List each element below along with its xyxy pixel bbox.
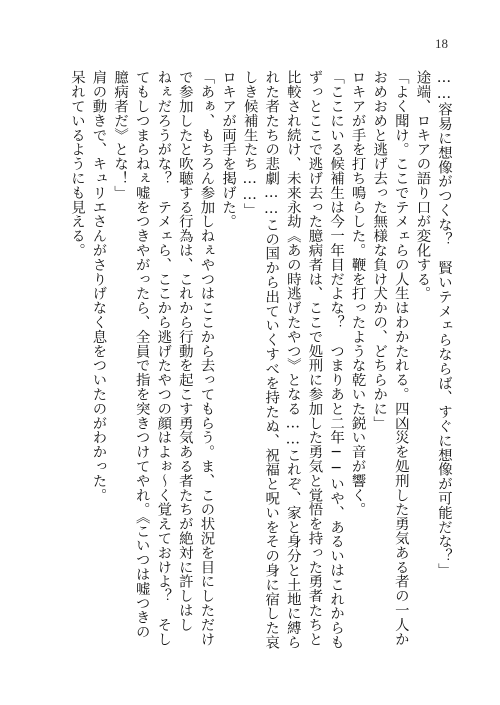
text-line: で参加したと吹聴する行為は、これから行動を起こす勇気ある者たちが絶対に許しはし [176, 70, 193, 632]
text-line: れた者たちの悲劇……この国から出ていくすべを持たぬ、祝福と呪いをその身に宿した哀 [263, 70, 280, 650]
text-line: ロキアが手を打ち鳴らした。鞭を打ったような乾いた鋭い音が響く。 [349, 70, 366, 517]
text-line: 臆病者だ》とな！」 [112, 70, 129, 200]
text-line: 「あぁ、もちろん参加しねぇやつはここから去ってもらう。ま、この状況を目にしただけ [198, 70, 215, 646]
text-line: 比較され続け、未来永劫《あの時逃げたやつ》となる……これぞ、家と身分と土地に縛ら [284, 70, 301, 650]
page-number: 18 [435, 36, 448, 51]
vertical-body-text [65, 70, 454, 670]
text-line: ……容易に想像がつくな？ 賢いテメェらならば、すぐに想像が可能だな？」 [436, 70, 452, 578]
text-line: てもしつまらねぇ嘘をつきやがったら、全員で指を突きつけてやれ。《こいつは嘘つきの [133, 70, 150, 639]
text-line: ねぇだろうがな？ テメェら、ここから逃げたやつの顔はよぉ～く覚えておけよ？ そし [155, 70, 172, 646]
text-line: おめおめと逃げ去った無様な負け犬かの、どちらかに」 [371, 70, 388, 430]
text-line: 「よく聞け。ここでテメェらの人生はわかたれる。四凶災を処刑した勇気ある者の一人か [392, 70, 409, 646]
text-line: しき候補生たち……」 [241, 70, 258, 218]
text-line: 「ここにいる候補生は今一年目だよな？ つまりあと二年──いや、あるいはこれからも [328, 70, 345, 650]
text-line: ずっとここで逃げ去った臆病者は、ここで処刑に参加した勇気と覚悟を持った勇者たちと [306, 70, 323, 646]
text-line: 呆れているようにも見える。 [68, 70, 85, 258]
text-line: ロキアが両手を掲げた。 [220, 70, 237, 229]
text-line: 肩の動きで、キュリエさんがさりげなく息をついたのがわかった。 [90, 70, 107, 502]
text-line: 途端、ロキアの語り口が変化する。 [414, 70, 431, 301]
